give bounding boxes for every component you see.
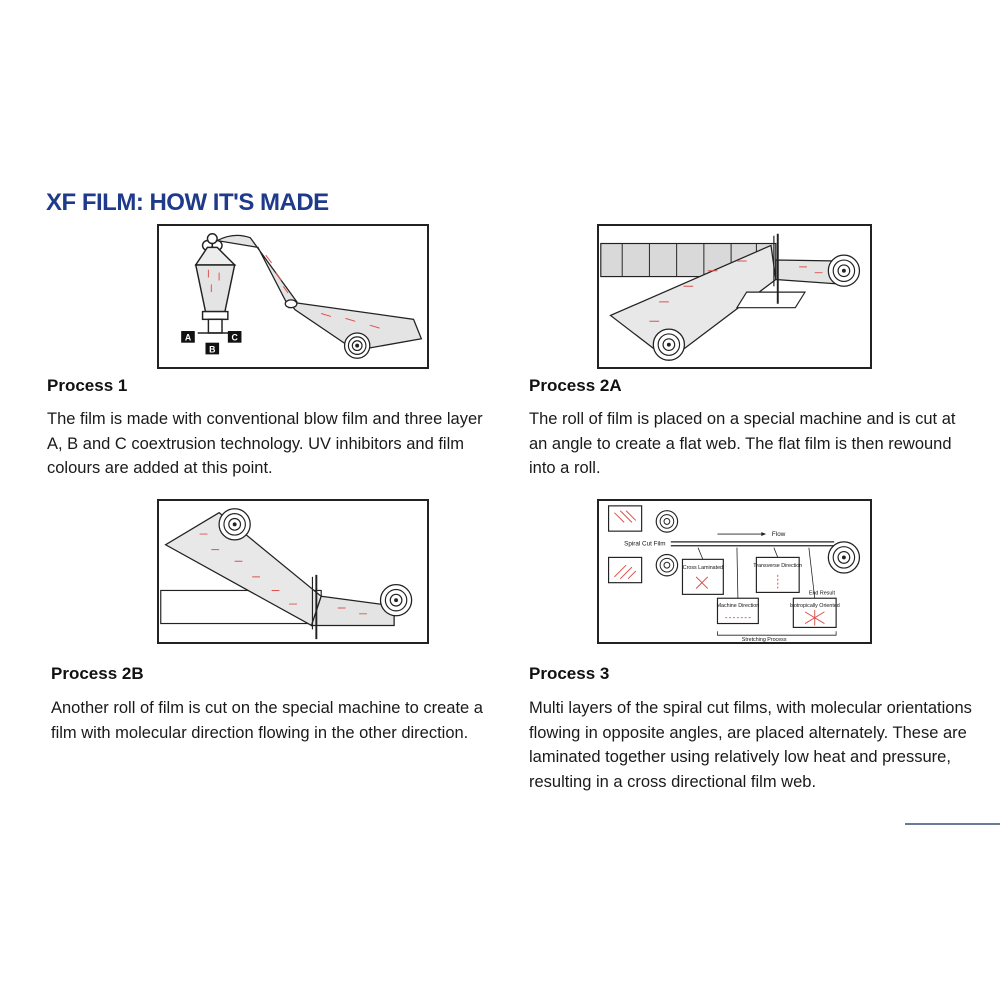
label-c: C xyxy=(231,332,238,343)
process-3-diagram xyxy=(597,499,872,644)
process-1-description: The film is made with conventional blow film and three layer A, B and C coextrusion technology. UV inhibitors and film colours are added at this point. xyxy=(47,410,483,477)
label-b: B xyxy=(209,344,216,355)
machine-direction-label: Machine Direction xyxy=(716,602,760,609)
end-result-label: End Result xyxy=(808,590,835,597)
film-roll-icon xyxy=(345,333,370,358)
cross-laminated-label: Cross Laminated xyxy=(682,565,724,572)
spiral-cut-film-label: Spiral Cut Film xyxy=(624,540,666,548)
film-roll-icon xyxy=(219,509,250,540)
isotropically-oriented-label: Isotropically Oriented xyxy=(789,602,840,609)
reverse-spiral-cut-illustration xyxy=(159,501,427,642)
process-2b-description: Another roll of film is cut on the special machine to create a film with molecular direction flowing in the other direction. xyxy=(51,699,483,742)
process-1-title: Process 1 xyxy=(47,376,128,395)
film-sample-box xyxy=(609,506,642,531)
film-roll-icon xyxy=(653,329,684,360)
process-2b-title: Process 2B xyxy=(51,664,144,683)
process-2a-title: Process 2A xyxy=(529,376,622,395)
film-roll-icon xyxy=(828,255,859,286)
blown-film-extrusion-illustration xyxy=(159,226,427,367)
film-roll-icon xyxy=(381,585,412,616)
transverse-direction-label: Transverse Direction xyxy=(753,563,803,570)
film-roll-icon xyxy=(656,511,677,532)
process-2b-diagram xyxy=(157,499,429,644)
film-roll-icon xyxy=(656,554,677,575)
stretching-process-label: Stretching Process xyxy=(741,637,787,642)
label-a: A xyxy=(184,332,192,343)
cross-lamination-flow-illustration xyxy=(599,501,870,642)
process-2a-description: The roll of film is placed on a special machine and is cut at an angle to create a flat web. The flat film is then rewound into a roll. xyxy=(529,410,956,477)
process-3-title: Process 3 xyxy=(529,664,610,683)
page-title: XF FILM: HOW IT'S MADE xyxy=(46,189,329,216)
process-1-diagram xyxy=(157,224,429,369)
process-3-description: Multi layers of the spiral cut films, with molecular orientations flowing in opposite angles, are placed alternately. These are laminated together using relatively low heat and pressure, resulting in a cross directional film web. xyxy=(529,699,972,791)
film-sample-box xyxy=(609,557,642,582)
process-2a-diagram xyxy=(597,224,872,369)
spiral-cut-machine-illustration xyxy=(599,226,870,367)
flow-label: Flow xyxy=(771,531,786,539)
decorative-rule xyxy=(905,823,1000,825)
film-roll-icon xyxy=(828,542,859,573)
